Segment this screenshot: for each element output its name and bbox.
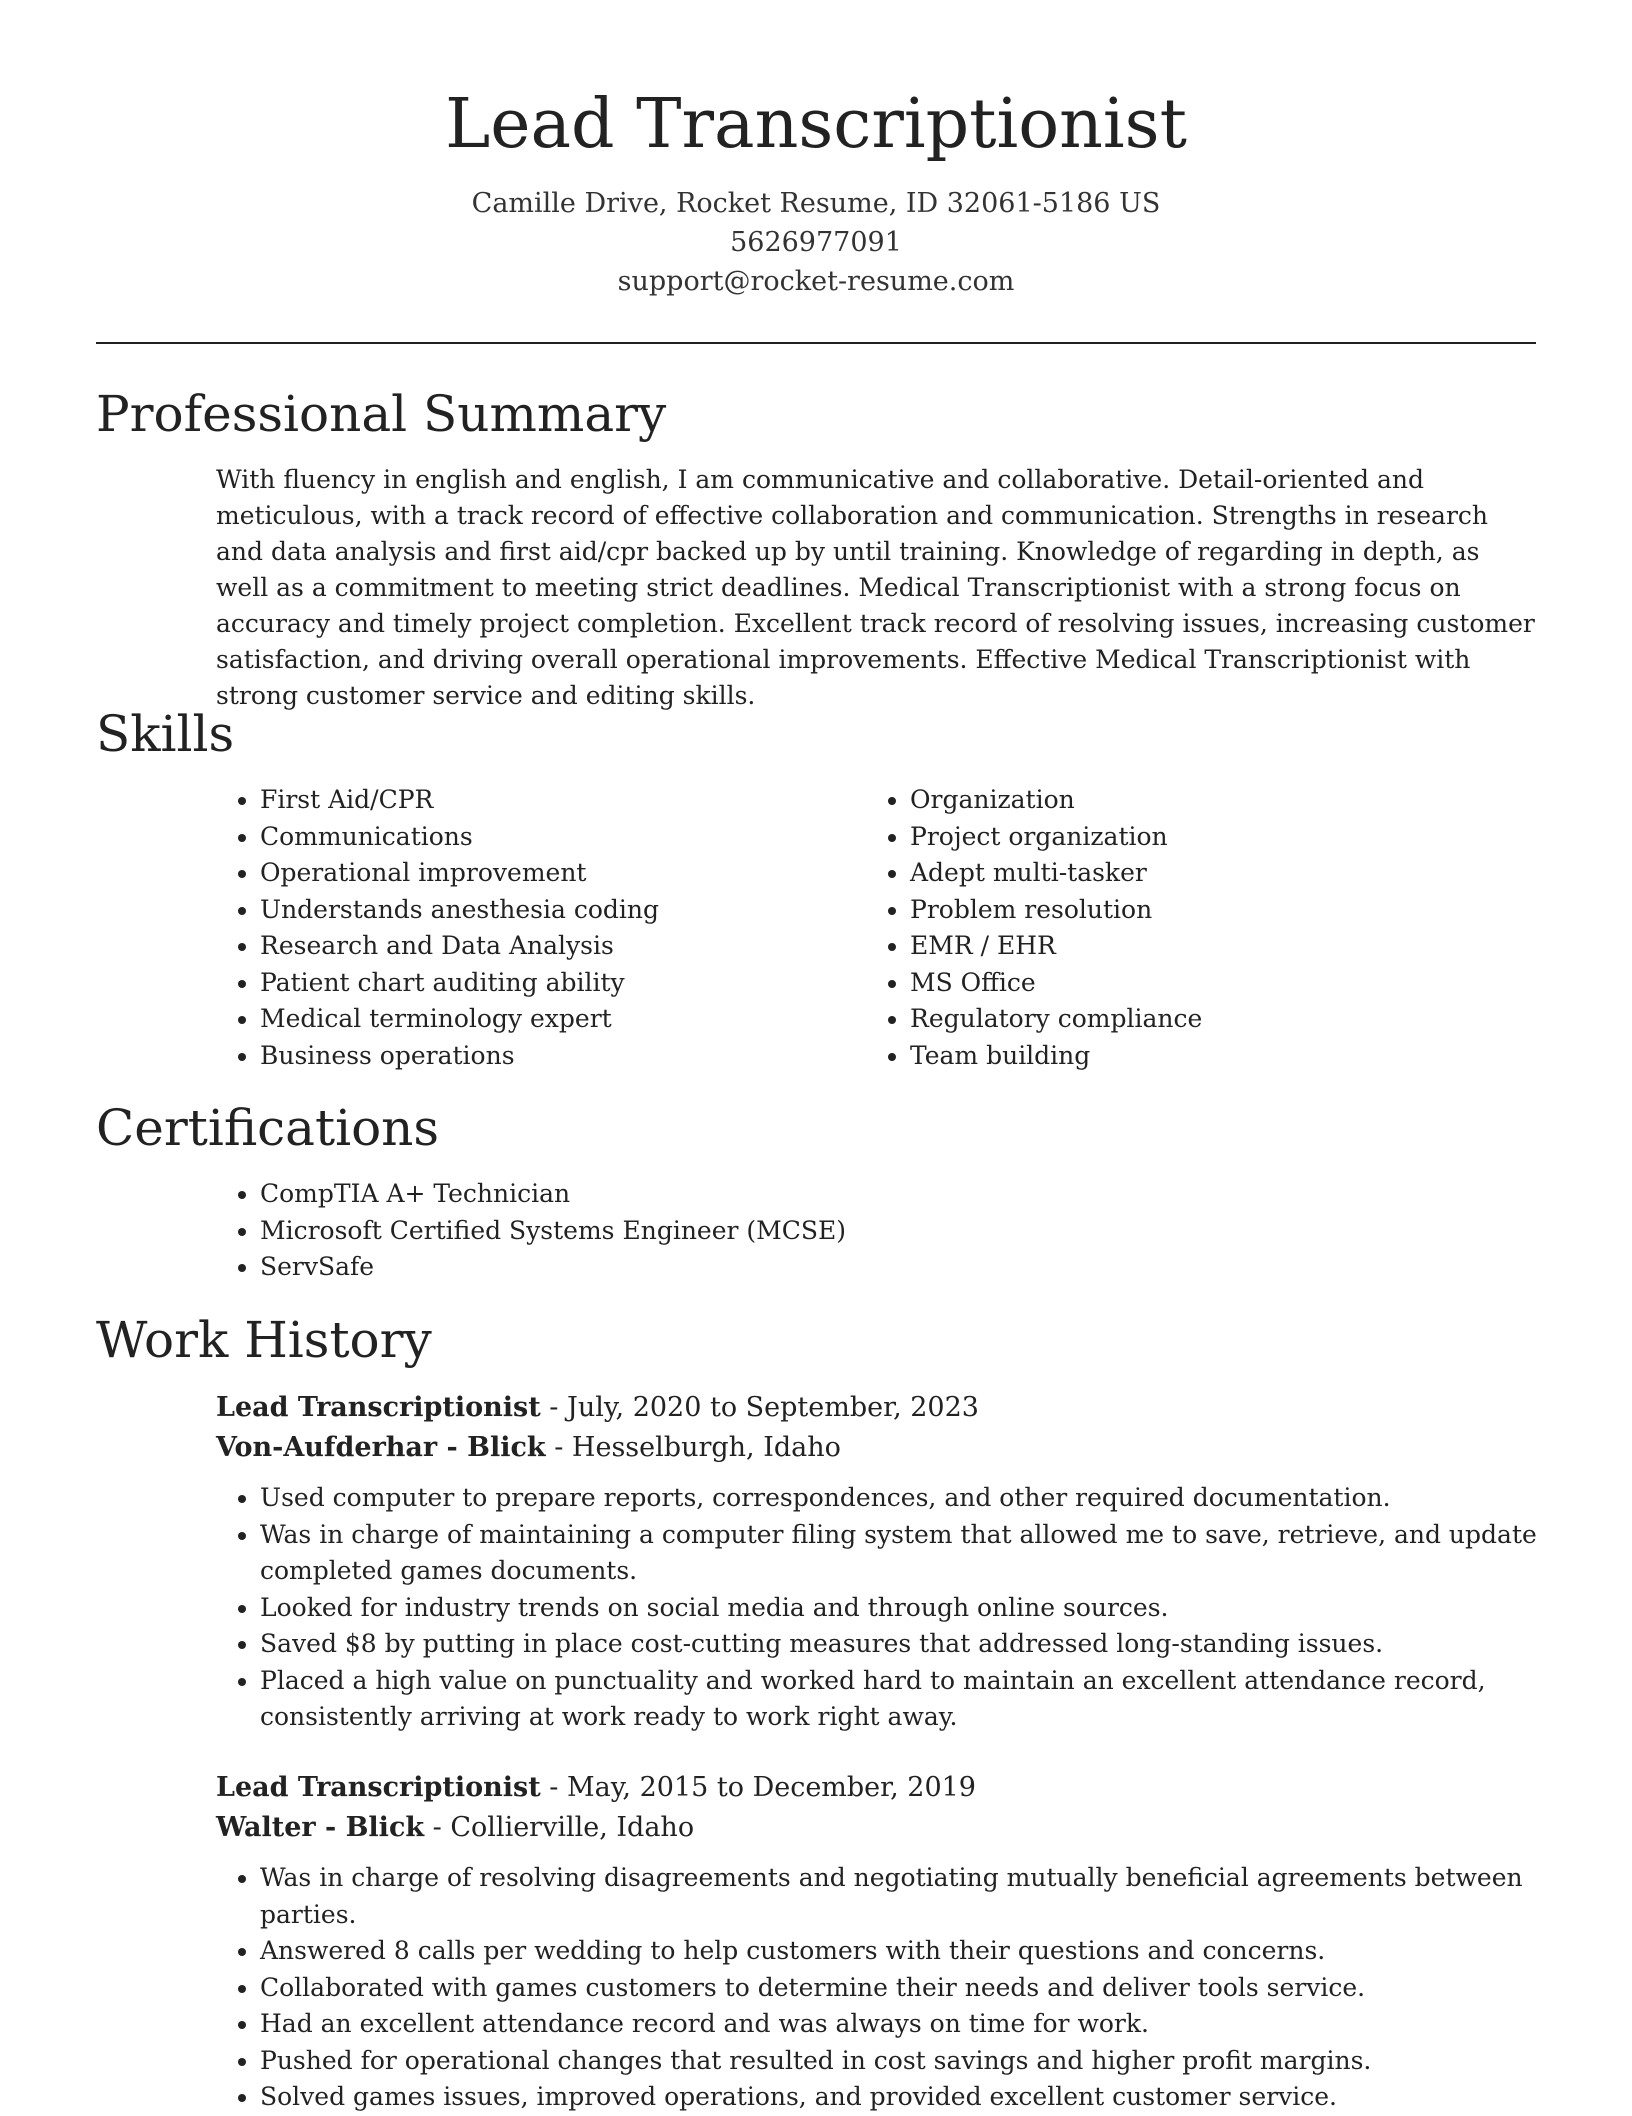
job-duty: • Solved games issues, improved operations, and provided excellent customer service.	[260, 2079, 1560, 2116]
candidate-name: Lead Transcriptionist	[445, 85, 1187, 164]
skill-item: • Adept multi-tasker	[910, 855, 1530, 892]
job-title-line	[216, 1768, 976, 1808]
job-duty: • Pushed for operational changes that resulted in cost savings and higher profit margins.	[260, 2043, 1560, 2080]
job-location: - Hesselburgh, Idaho	[545, 1432, 841, 1463]
job-title: Lead Transcriptionist	[216, 1772, 541, 1803]
skill-item: • Business operations	[260, 1038, 860, 1075]
certification-item: • ServSafe	[260, 1249, 1560, 1286]
skill-item: • Patient chart auditing ability	[260, 965, 860, 1002]
header-divider	[96, 342, 1536, 344]
job-dates: - July, 2020 to September, 2023	[540, 1392, 979, 1423]
job-employer: Walter - Blick	[216, 1812, 425, 1843]
skills-list-right	[866, 782, 1530, 1074]
skill-item: • Research and Data Analysis	[260, 928, 860, 965]
job-duties-list	[216, 1480, 1560, 1736]
skill-item: • First Aid/CPR	[260, 782, 860, 819]
skill-item: • Communications	[260, 819, 860, 856]
job-duty: • Looked for industry trends on social media and through online sources.	[260, 1590, 1560, 1627]
summary-heading: Professional Summary	[96, 385, 667, 443]
skill-item: • Understands anesthesia coding	[260, 892, 860, 929]
job-employer-line	[216, 1808, 694, 1848]
skills-list-left	[216, 782, 860, 1074]
certifications-heading: Certifications	[96, 1099, 440, 1157]
job-duty: • Collaborated with games customers to determine their needs and deliver tools service.	[260, 1970, 1560, 2007]
job-duty: • Was in charge of maintaining a computer filing system that allowed me to save, retrieve, and update completed games documents.	[260, 1517, 1560, 1590]
address: Camille Drive, Rocket Resume, ID 32061-5186 US	[471, 188, 1161, 219]
skills-heading: Skills	[96, 705, 235, 763]
certifications-list	[216, 1176, 1560, 1286]
skill-item: • Project organization	[910, 819, 1530, 856]
job-duty: • Was in charge of resolving disagreements and negotiating mutually beneficial agreements between parties.	[260, 1860, 1560, 1933]
skill-item: • Operational improvement	[260, 855, 860, 892]
skill-item: • Problem resolution	[910, 892, 1530, 929]
phone: 5626977091	[730, 227, 902, 258]
skill-item: • Organization	[910, 782, 1530, 819]
job-duty: • Saved $8 by putting in place cost-cutting measures that addressed long-standing issues.	[260, 1626, 1560, 1663]
job-duties-list	[216, 1860, 1560, 2116]
job-duty: • Placed a high value on punctuality and worked hard to maintain an excellent attendance record, consistently arriving at work ready to work right away.	[260, 1663, 1560, 1736]
job-location: - Collierville, Idaho	[424, 1812, 695, 1843]
skill-item: • Team building	[910, 1038, 1530, 1075]
skill-item: • Medical terminology expert	[260, 1001, 860, 1038]
resume-header	[0, 80, 1632, 301]
job-employer-line	[216, 1428, 841, 1468]
job-duty: • Used computer to prepare reports, correspondences, and other required documentation.	[260, 1480, 1560, 1517]
job-title: Lead Transcriptionist	[216, 1392, 541, 1423]
skill-item: • EMR / EHR	[910, 928, 1530, 965]
job-employer: Von-Aufderhar - Blick	[216, 1432, 546, 1463]
job-duty: • Had an excellent attendance record and was always on time for work.	[260, 2006, 1560, 2043]
skill-item: • MS Office	[910, 965, 1530, 1002]
email: support@rocket-resume.com	[617, 266, 1015, 297]
job-dates: - May, 2015 to December, 2019	[540, 1772, 976, 1803]
certification-item: • Microsoft Certified Systems Engineer (MCSE)	[260, 1213, 1560, 1250]
skill-item: • Regulatory compliance	[910, 1001, 1530, 1038]
job-duty: • Answered 8 calls per wedding to help customers with their questions and concerns.	[260, 1933, 1560, 1970]
summary-text: With fluency in english and english, I am communicative and collaborative. Detail-oriented and meticulous, with a track record of effective collaboration and communication. Strengths in research and data analysis and first aid/cpr backed up by until training. Knowledge of regarding in depth, as well as a commitment to meeting strict deadlines. Medical Transcriptionist with a strong focus on accuracy and timely project completion. Excellent track record of resolving issues, increasing customer satisfaction, and driving overall operational improvements. Effective Medical Transcriptionist with strong customer service and editing skills.	[216, 465, 1535, 710]
work-history-heading: Work History	[96, 1311, 432, 1369]
job-title-line	[216, 1388, 979, 1428]
certification-item: • CompTIA A+ Technician	[260, 1176, 1560, 1213]
